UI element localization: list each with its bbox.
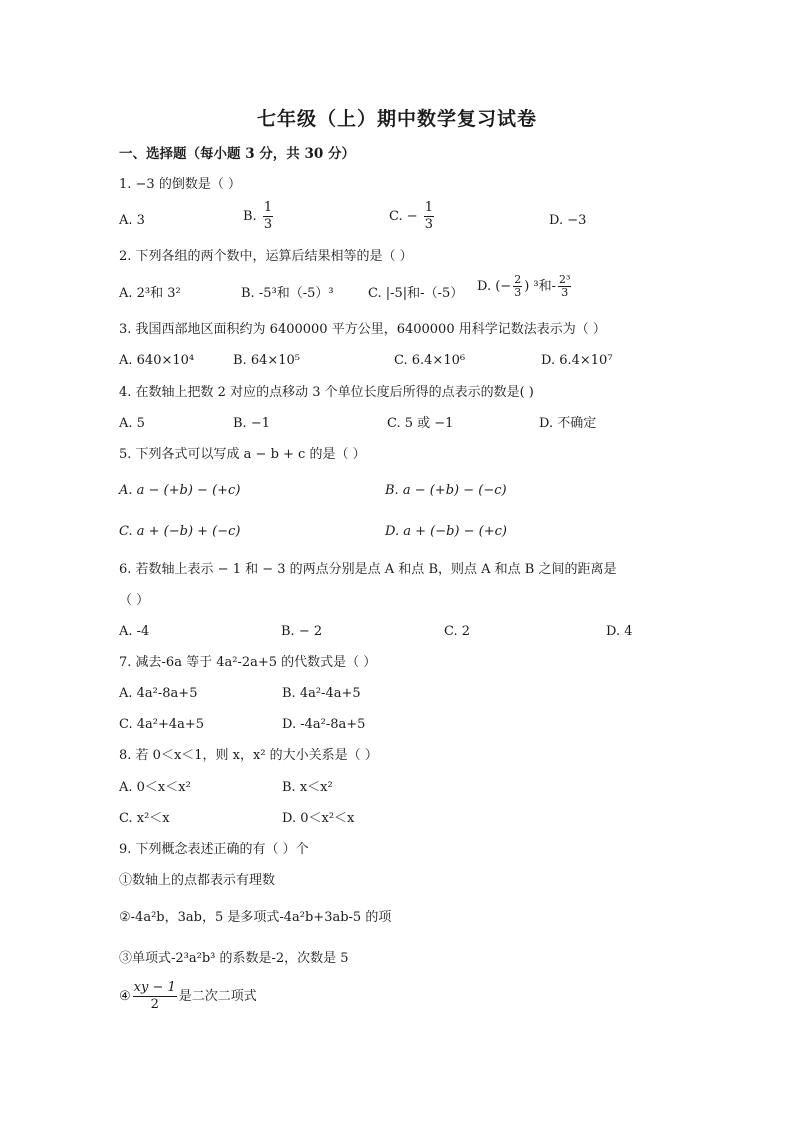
question-1-option-d: D. −3 — [549, 213, 587, 228]
question-5-option-d: D. a + (−b) − (+c) — [385, 524, 507, 539]
page-title: 七年级（上）期中数学复习试卷 — [256, 108, 537, 130]
question-8-option-b: B. x＜x² — [282, 780, 333, 795]
question-2-option-b: B. -5³和（-5）³ — [241, 286, 334, 301]
question-5-stem: 5. 下列各式可以写成 a − b + c 的是（ ） — [119, 447, 366, 462]
question-2-stem: 2. 下列各组的两个数中，运算后结果相等的是（ ） — [119, 249, 413, 264]
question-8-option-d: D. 0＜x²＜x — [282, 811, 355, 826]
question-3-option-a: A. 640×10⁴ — [119, 353, 195, 368]
question-7-option-c: C. 4a²+4a+5 — [119, 717, 205, 732]
question-2-option-c: C. |-5|和-（-5） — [368, 286, 464, 301]
question-1-option-a: A. 3 — [119, 213, 145, 228]
question-8-option-c: C. x²＜x — [119, 811, 170, 826]
question-7-option-a: A. 4a²-8a+5 — [119, 686, 198, 701]
question-3-option-c: C. 6.4×10⁶ — [394, 353, 466, 368]
section-heading: 一、选择题（每小题 3 分，共 30 分） — [119, 146, 355, 162]
question-9-statement-1: ①数轴上的点都表示有理数 — [119, 873, 276, 888]
question-3-option-d: D. 6.4×10⁷ — [541, 353, 613, 368]
question-9-statement-2: ②-4a²b，3ab，5 是多项式-4a²b+3ab-5 的项 — [119, 910, 392, 925]
question-4-option-d: D. 不确定 — [539, 416, 597, 431]
question-4-option-c: C. 5 或 −1 — [387, 416, 454, 431]
question-9-statement-4: ④ $\frac{xy - 1}{2}$ 是二次二项式 — [119, 980, 257, 1012]
question-6-option-c: C. 2 — [444, 624, 471, 639]
question-7-stem: 7. 减去-6a 等于 4a²-2a+5 的代数式是（ ） — [119, 655, 377, 670]
question-1-option-c: C. − $\frac{1}{3}$ — [389, 200, 434, 232]
question-6-option-a: A. -4 — [119, 624, 150, 639]
question-6-stem: 6. 若数轴上表示 − 1 和 − 3 的两点分别是点 A 和点 B，则点 A 和点 B 之间的距离是 — [119, 562, 617, 577]
question-5-option-b: B. a − (+b) − (−c) — [385, 483, 507, 498]
question-6-option-b: B. − 2 — [281, 624, 323, 639]
question-9-stem: 9. 下列概念表述正确的有（ ）个 — [119, 842, 309, 857]
question-4-option-b: B. −1 — [233, 416, 270, 431]
question-3-option-b: B. 64×10⁵ — [233, 353, 301, 368]
question-8-stem: 8. 若 0＜x＜1，则 x，x² 的大小关系是（ ） — [119, 748, 378, 763]
question-2-option-d: D. (− $\frac{2}{3}$ ) ³和- $\frac{\text{2³}}{3}$ — [477, 273, 571, 299]
question-1-option-b: B. $\frac{1}{3}$ — [243, 200, 273, 232]
question-4-option-a: A. 5 — [119, 416, 145, 431]
question-5-option-c: C. a + (−b) + (−c) — [119, 524, 241, 539]
question-8-option-a: A. 0＜x＜x² — [119, 780, 191, 795]
question-7-option-b: B. 4a²-4a+5 — [282, 686, 361, 701]
question-5-option-a: A. a − (+b) − (+c) — [119, 483, 241, 498]
question-3-stem: 3. 我国西部地区面积约为 6400000 平方公里，6400000 用科学记数法表示为（ ） — [119, 322, 606, 337]
question-6-option-d: D. 4 — [606, 624, 633, 639]
question-4-stem: 4. 在数轴上把数 2 对应的点移动 3 个单位长度后所得的点表示的数是( ) — [119, 385, 534, 400]
question-1-stem: 1. −3 的倒数是（ ） — [119, 177, 241, 192]
question-7-option-d: D. -4a²-8a+5 — [282, 717, 366, 732]
question-6-stem-continued: （ ） — [119, 593, 150, 608]
question-9-statement-3: ③单项式-2³a²b³ 的系数是-2，次数是 5 — [119, 951, 349, 966]
question-2-option-a: A. 2³和 3² — [119, 286, 181, 301]
